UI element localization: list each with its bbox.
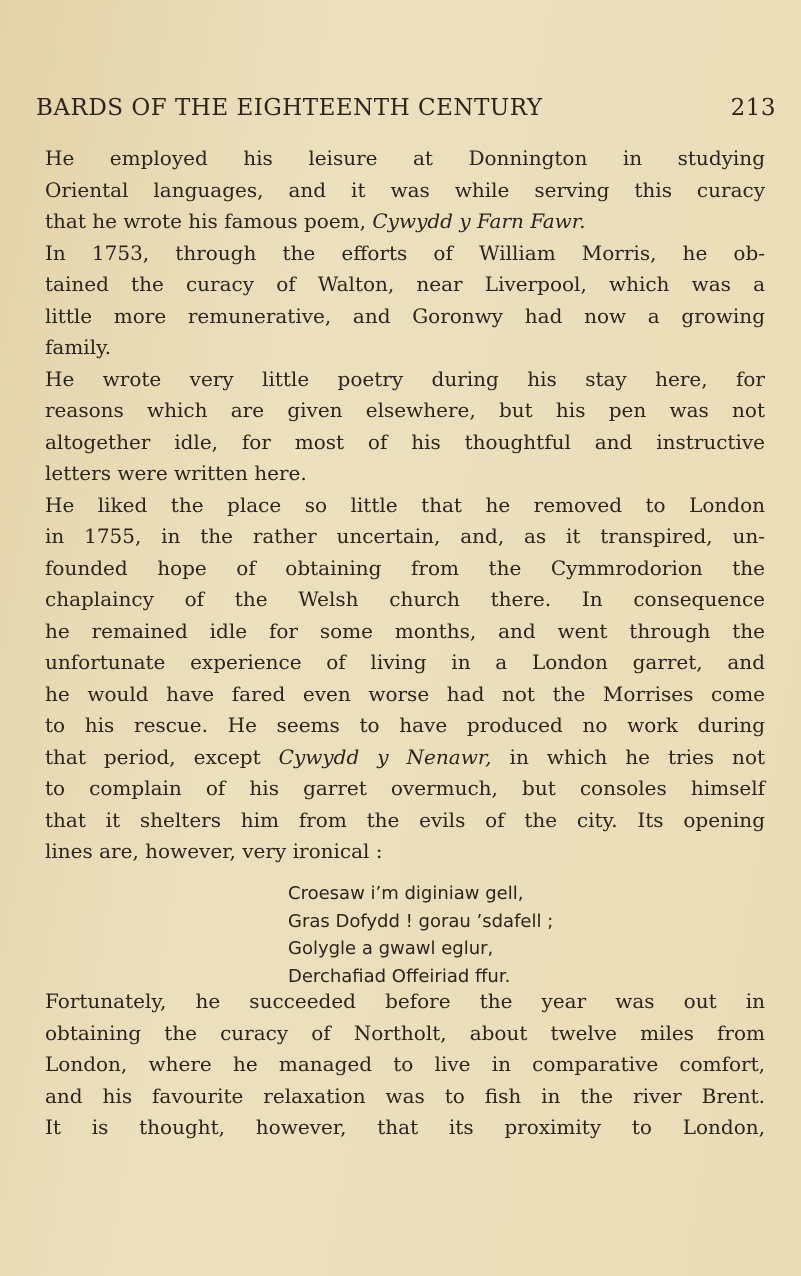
text-line: that it shelters him from the evils of the city. Its opening [45,807,765,832]
poem-block [288,880,553,990]
poem-line: Croesaw i’m diginiaw gell, [288,883,524,904]
text-line: that he wrote his famous poem, Cywydd y Farn Fawr. [45,209,586,233]
text-line: he would have fared even worse had not the Morrises come [45,681,765,706]
text-line: reasons which are given elsewhere, but his pen was not [45,398,765,422]
text-line: little more remunerative, and Goronwy had now a growing [45,303,765,328]
text-line: and his favourite relaxation was to fish in the river Brent. [45,1083,765,1108]
text-line: He employed his leisure at Donnington in studying [45,146,765,170]
text-line: to complain of his garret overmuch, but consoles himself [45,776,765,800]
text-line: London, where he managed to live in comparative comfort, [45,1052,765,1076]
header-title: BARDS OF THE EIGHTEENTH CENTURY [36,95,543,121]
text-line: Fortunately, he succeeded before the year was out in [45,989,765,1013]
text-line: obtaining the curacy of Northolt, about twelve miles from [45,1020,765,1045]
main-text [45,143,765,868]
text-line: founded hope of obtaining from the Cymmrodorion the [45,555,765,580]
text-line: unfortunate experience of living in a London garret, and [45,650,765,674]
text-line: he remained idle for some months, and went through the [45,618,765,643]
page-number: 213 [730,95,776,121]
text-line: chaplaincy of the Welsh church there. In consequence [45,587,765,611]
text-line: letters were written here. [45,461,307,485]
poem-line: Gras Dofydd ! gorau ’sdafell ; [288,910,554,932]
text-line: to his rescue. He seems to have produced no work during [45,713,765,737]
text-line: family. [45,335,112,359]
text-line: lines are, however, very ironical : [45,839,383,863]
text-line: tained the curacy of Walton, near Liverpool, which was a [45,272,765,296]
text-line: Oriental languages, and it was while serving this curacy [45,177,765,202]
text-line: It is thought, however, that its proximity to London, [45,1115,765,1139]
poem-title: Cywydd y Nenawr, [278,744,492,769]
main-text-continued [45,986,765,1144]
text-line: He wrote very little poetry during his stay here, for [45,366,765,391]
running-header [36,95,776,121]
text-line: altogether idle, for most of his thoughtful and instructive [45,429,765,454]
poem-line: Golygle a gwawl eglur, [288,938,494,959]
poem-title: Cywydd y Farn Fawr. [372,209,586,233]
text-line: that period, except Cywydd y Nenawr, in which he tries not [45,744,766,769]
text-line: In 1753, through the efforts of William Morris, he ob- [45,240,765,265]
poem-line: Derchafiad Offeiriad ffur. [288,965,511,987]
text-line: in 1755, in the rather uncertain, and, as it transpired, un- [45,524,765,548]
text-line: He liked the place so little that he removed to London [45,492,765,517]
